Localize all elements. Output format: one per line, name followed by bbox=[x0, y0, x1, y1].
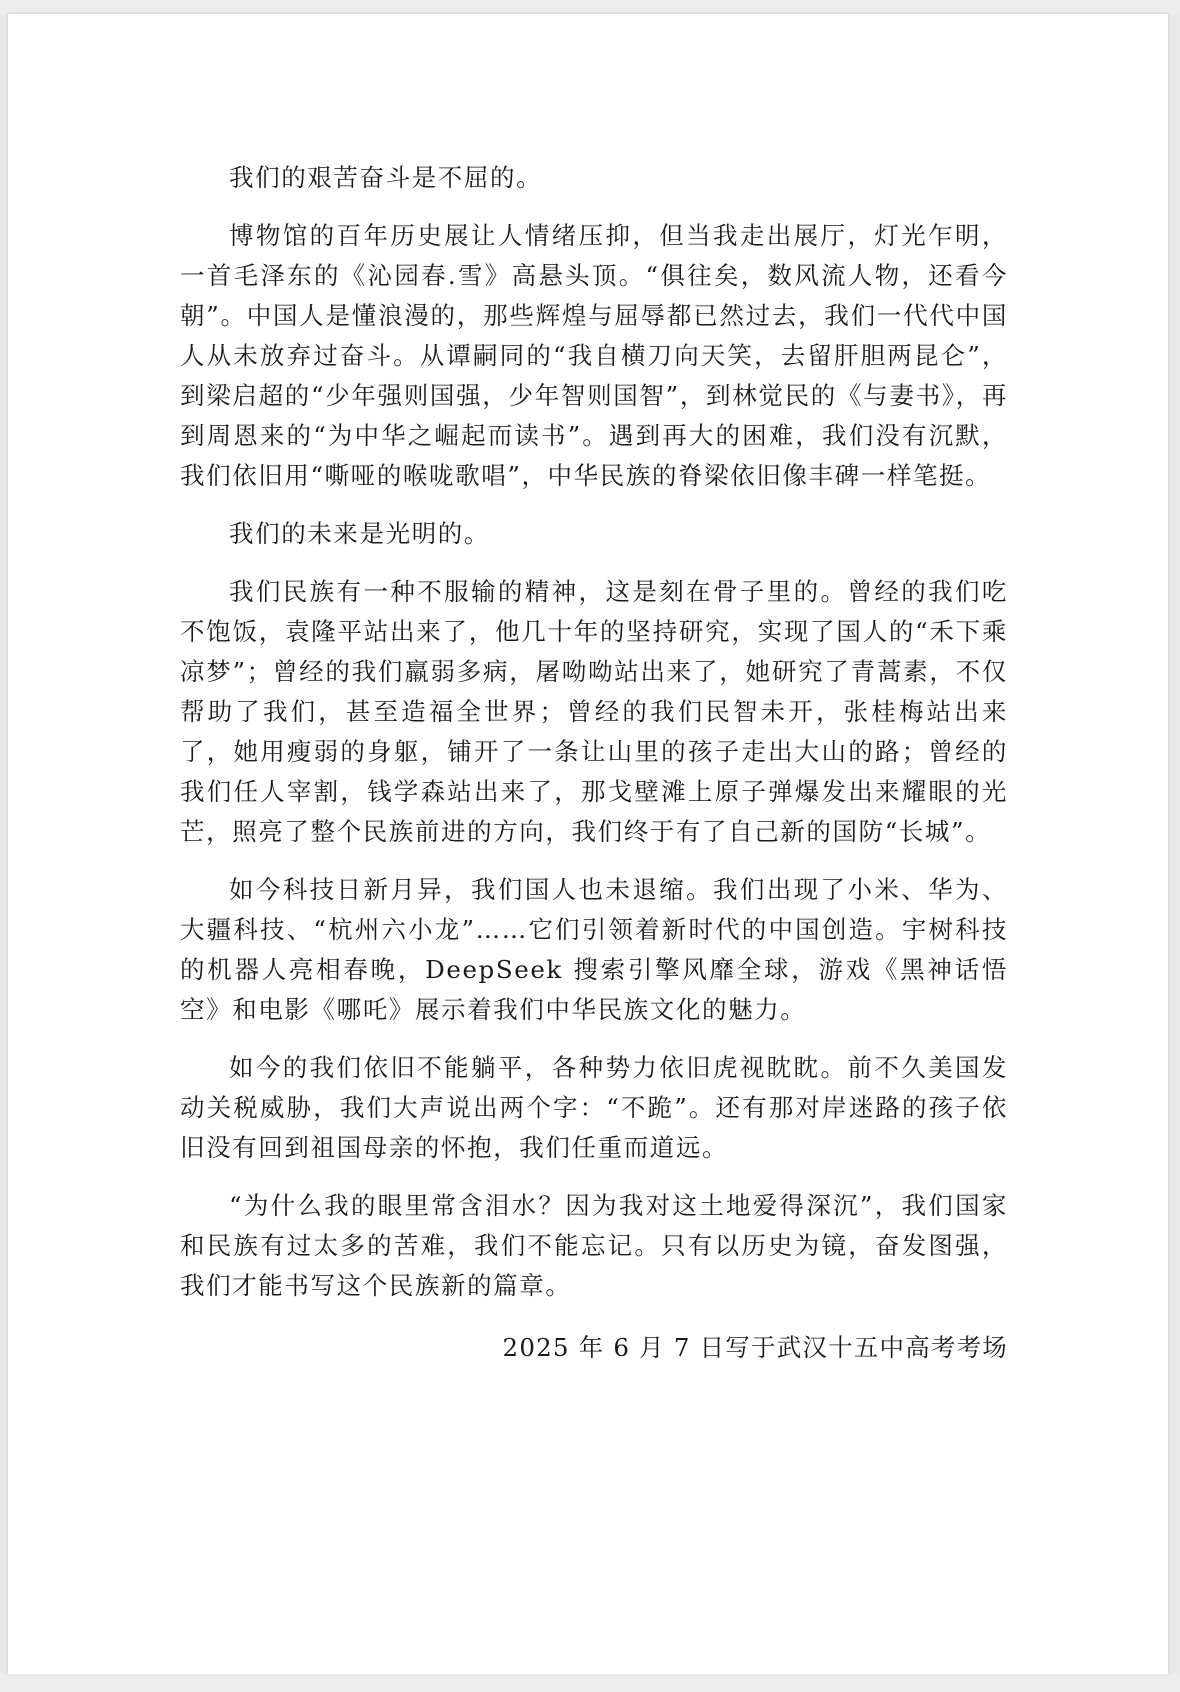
paragraph-7: “为什么我的眼里常含泪水？因为我对这土地爱得深沉”，我们国家和民族有过太多的苦难，我们不能忘记。只有以历史为镜，奋发图强，我们才能书写这个民族新的篇章。 bbox=[180, 1191, 1008, 1300]
paragraph-3: 我们的未来是光明的。 bbox=[229, 519, 490, 548]
scan-border-top bbox=[0, 0, 1180, 14]
paragraph-2: 博物馆的百年历史展让人情绪压抑，但当我走出展厅，灯光乍明，一首毛泽东的《沁园春.雪》高悬头顶。“俱往矣，数风流人物，还看今朝”。中国人是懂浪漫的，那些辉煌与屈辱都已然过去，我们一代代中国人从未放弃过奋斗。从谭嗣同的“我自横刀向天笑，去留肝胆两昆仑”，到梁启超的“少年强则国强，少年智则国智”，到林觉民的《与妻书》，再到周恩来的“为中华之崛起而读书”。遇到再大的困难，我们没有沉默，我们依旧用“嘶哑的喉咙歌唱”，中华民族的脊梁依旧像丰碑一样笔挺。 bbox=[180, 221, 1008, 490]
paragraph-4: 我们民族有一种不服输的精神，这是刻在骨子里的。曾经的我们吃不饱饭，袁隆平站出来了，他几十年的坚持研究，实现了国人的“禾下乘凉梦”；曾经的我们羸弱多病，屠呦呦站出来了，她研究了青蒿素，不仅帮助了我们，甚至造福全世界；曾经的我们民智未开，张桂梅站出来了，她用瘦弱的身躯，铺开了一条让山里的孩子走出大山的路；曾经的我们任人宰割，钱学森站出来了，那戈壁滩上原子弹爆发出来耀眼的光芒，照亮了整个民族前进的方向，我们终于有了自己新的国防“长城”。 bbox=[180, 577, 1008, 846]
paragraph-6: 如今的我们依旧不能躺平，各种势力依旧虎视眈眈。前不久美国发动关税威胁，我们大声说出两个字：“不跪”。还有那对岸迷路的孩子依旧没有回到祖国母亲的怀抱，我们任重而道远。 bbox=[180, 1053, 1008, 1162]
essay-body bbox=[180, 158, 1008, 1368]
paragraph-1: 我们的艰苦奋斗是不屈的。 bbox=[229, 163, 543, 192]
paragraph-5: 如今科技日新月异，我们国人也未退缩。我们出现了小米、华为、大疆科技、“杭州六小龙”……它们引领着新时代的中国创造。宇树科技的机器人亮相春晚，DeepSeek 搜索引擎风靡全球，游戏《黑神话悟空》和电影《哪吒》展示着我们中华民族文化的魅力。 bbox=[180, 875, 1008, 1024]
scan-border-bottom bbox=[0, 1674, 1180, 1692]
signature-line: 2025 年 6 月 7 日写于武汉十五中高考考场 bbox=[502, 1333, 1008, 1362]
document-page bbox=[8, 14, 1168, 1674]
